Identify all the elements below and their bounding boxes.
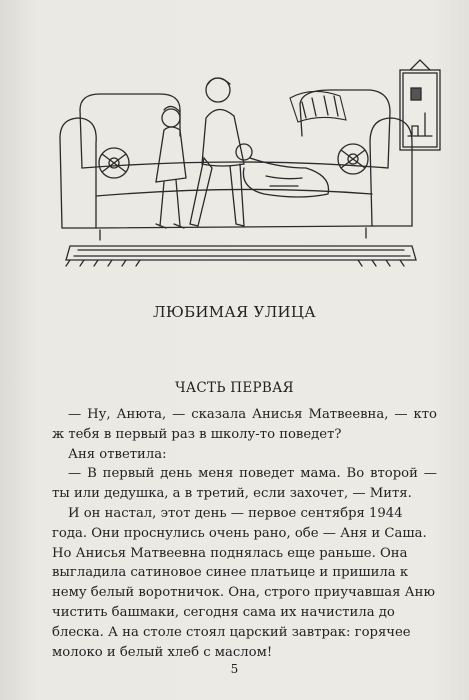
- paragraph: — В первый день меня поведет мама. Во второй — ты или дедушка, а в третий, если захочет, — Митя.: [52, 466, 437, 502]
- paragraph: Аня ответила:: [68, 446, 167, 462]
- sofa-family-illustration-icon: [40, 18, 450, 276]
- paragraph: И он настал, этот день — первое сентября 1944 года. Они проснулись очень рано, обе — Аня и Саша. Но Анисья Матвеевна поднялась еще раньше. Она выгладила сатиновое синее платьице и пришила к нему белый воротничок. Она, строго приучавшая Аню чистить башмаки, сегодня сама их начистила до блеска. А на столе стоял царский завтрак: горячее молоко и белый хлеб с маслом!: [52, 505, 435, 660]
- wall-picture-icon: [400, 60, 440, 150]
- body-text: [52, 405, 437, 662]
- part-title: ЧАСТЬ ПЕРВАЯ: [175, 380, 294, 396]
- chapter-title: ЛЮБИМАЯ УЛИЦА: [153, 303, 316, 321]
- page-number: 5: [230, 662, 239, 676]
- paragraph: — Ну, Анюта, — сказала Анисья Матвеевна, — кто ж тебя в первый раз в школу-то поведет?: [52, 407, 437, 442]
